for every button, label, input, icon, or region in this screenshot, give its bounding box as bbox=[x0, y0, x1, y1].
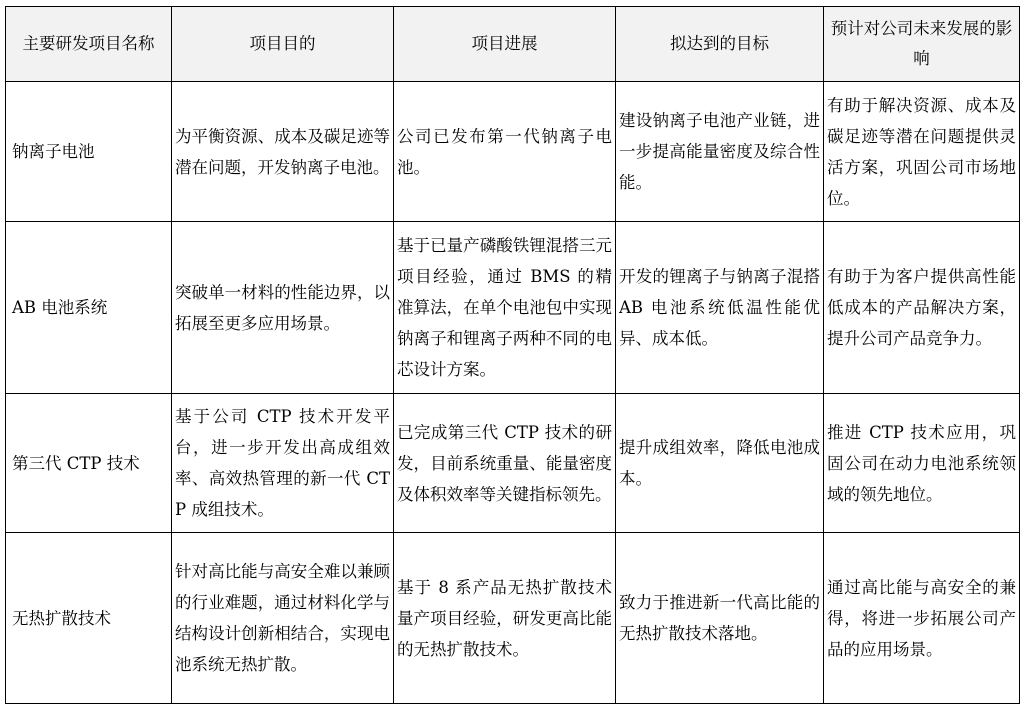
project-name-cell: 第三代 CTP 技术 bbox=[6, 394, 172, 533]
project-name-cell: 无热扩散技术 bbox=[6, 533, 172, 704]
table-row bbox=[6, 533, 1020, 704]
project-purpose-cell: 针对高比能与高安全难以兼顾的行业难题，通过材料化学与结构设计创新相结合，实现电池系统无热扩散。 bbox=[172, 533, 394, 704]
project-impact-cell: 有助于解决资源、成本及碳足迹等潜在问题提供灵活方案，巩固公司市场地位。 bbox=[824, 82, 1020, 222]
project-impact-cell: 有助于为客户提供高性能低成本的产品解决方案，提升公司产品竞争力。 bbox=[824, 222, 1020, 394]
table-row bbox=[6, 394, 1020, 533]
header-project-purpose: 项目目的 bbox=[172, 7, 394, 82]
header-project-name: 主要研发项目名称 bbox=[6, 7, 172, 82]
project-impact-cell: 推进 CTP 技术应用，巩固公司在动力电池系统领域的领先地位。 bbox=[824, 394, 1020, 533]
project-progress-cell: 基于已量产磷酸铁锂混搭三元项目经验，通过 BMS 的精准算法，在单个电池包中实现钠离子和锂离子两种不同的电芯设计方案。 bbox=[394, 222, 616, 394]
table-row bbox=[6, 222, 1020, 394]
project-goal-cell: 提升成组效率，降低电池成本。 bbox=[616, 394, 824, 533]
header-future-impact: 预计对公司未来发展的影响 bbox=[824, 7, 1020, 82]
header-target-goal: 拟达到的目标 bbox=[616, 7, 824, 82]
project-goal-cell: 建设钠离子电池产业链，进一步提高能量密度及综合性能。 bbox=[616, 82, 824, 222]
project-name-cell: 钠离子电池 bbox=[6, 82, 172, 222]
project-progress-cell: 公司已发布第一代钠离子电池。 bbox=[394, 82, 616, 222]
project-name-cell: AB 电池系统 bbox=[6, 222, 172, 394]
project-purpose-cell: 为平衡资源、成本及碳足迹等潜在问题，开发钠离子电池。 bbox=[172, 82, 394, 222]
project-impact-cell: 通过高比能与高安全的兼得，将进一步拓展公司产品的应用场景。 bbox=[824, 533, 1020, 704]
project-progress-cell: 已完成第三代 CTP 技术的研发，目前系统重量、能量密度及体积效率等关键指标领先。 bbox=[394, 394, 616, 533]
table-row bbox=[6, 82, 1020, 222]
project-progress-cell: 基于 8 系产品无热扩散技术量产项目经验，研发更高比能的无热扩散技术。 bbox=[394, 533, 616, 704]
rd-projects-table bbox=[5, 6, 1020, 704]
project-purpose-cell: 突破单一材料的性能边界，以拓展至更多应用场景。 bbox=[172, 222, 394, 394]
project-purpose-cell: 基于公司 CTP 技术开发平台，进一步开发出高成组效率、高效热管理的新一代 CTP 成组技术。 bbox=[172, 394, 394, 533]
project-goal-cell: 开发的锂离子与钠离子混搭 AB 电池系统低温性能优异、成本低。 bbox=[616, 222, 824, 394]
table-header-row bbox=[6, 7, 1020, 82]
header-project-progress: 项目进展 bbox=[394, 7, 616, 82]
project-goal-cell: 致力于推进新一代高比能的无热扩散技术落地。 bbox=[616, 533, 824, 704]
